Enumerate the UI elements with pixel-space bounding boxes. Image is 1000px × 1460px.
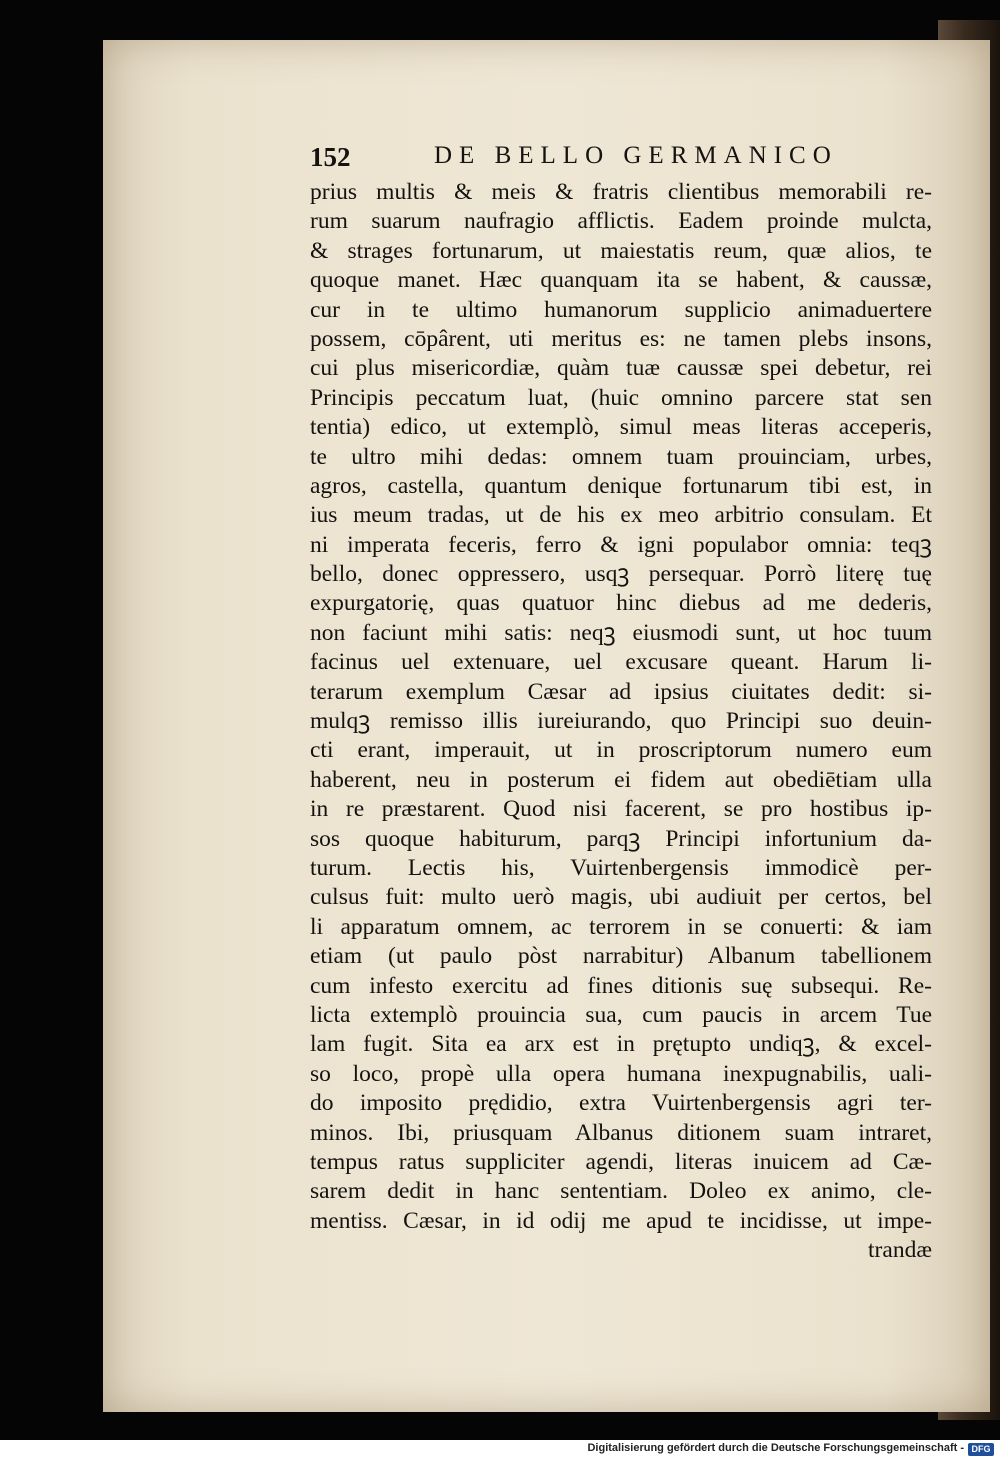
text-line: li apparatum omnem, ac terrorem in se conuerti: & iam xyxy=(310,913,932,940)
text-line: quoque manet. Hæc quanquam ita se habent, & caussæ, xyxy=(310,267,932,294)
text-line: cti erant, imperauit, ut in proscriptorum numero eum xyxy=(310,737,932,764)
text-line: in re præstarent. Quod nisi facerent, se pro hostibus ip- xyxy=(310,796,932,823)
text-line: so loco, propè ulla opera humana inexpugnabilis, uali- xyxy=(310,1060,932,1087)
text-line: mentiss. Cæsar, in id odij me apud te incidisse, ut impe- xyxy=(310,1207,932,1234)
text-line: ius meum tradas, ut de his ex meo arbitrio consulam. Et xyxy=(310,502,932,529)
text-line: terarum exemplum Cæsar ad ipsius ciuitates dedit: si- xyxy=(310,678,932,705)
text-line: mulqꝫ remisso illis iureiurando, quo Principi suo deuin- xyxy=(310,708,932,735)
text-line: sos quoque habiturum, parqꝫ Principi infortunium da- xyxy=(310,825,932,852)
text-line: cur in te ultimo humanorum supplicio animaduertere xyxy=(310,296,932,323)
text-line: te ultro mihi dedas: omnem tuam prouinciam, urbes, xyxy=(310,443,932,470)
text-line: lam fugit. Sita ea arx est in prętupto undiqꝫ, & excel- xyxy=(310,1031,932,1058)
text-line: do imposito prędidio, extra Vuirtenbergensis agri ter- xyxy=(310,1090,932,1117)
text-line: tempus ratus suppliciter agendi, literas inuicem ad Cæ- xyxy=(310,1148,932,1175)
text-line: haberent, neu in posterum ei fidem aut obediētiam ulla xyxy=(310,766,932,793)
text-line: rum suarum naufragio afflictis. Eadem proinde mulcta, xyxy=(310,208,932,235)
text-line: trandæ xyxy=(868,1237,932,1264)
footer-credit: Digitalisierung gefördert durch die Deutsche Forschungsgemeinschaft - xyxy=(587,1442,964,1454)
text-line: tentia) edico, ut extemplò, simul meas literas acceperis, xyxy=(310,414,932,441)
text-line: cum infesto exercitu ad fines ditionis suę subsequi. Re- xyxy=(310,972,932,999)
text-line: sarem dedit in hanc sententiam. Doleo ex animo, cle- xyxy=(310,1178,932,1205)
text-line: etiam (ut paulo pòst narrabitur) Albanum tabellionem xyxy=(310,943,932,970)
text-line: Principis peccatum luat, (huic omnino parcere stat sen xyxy=(310,384,932,411)
text-line: bello, donec oppressero, usqꝫ persequar. Porrò literę tuę xyxy=(310,561,932,588)
text-line: licta extemplò prouincia sua, cum paucis in arcem Tue xyxy=(310,1001,932,1028)
text-line: agros, castella, quantum denique fortunarum tibi est, in xyxy=(310,472,932,499)
dfg-logo: DFG xyxy=(968,1443,994,1456)
text-line: possem, cōpârent, uti meritus es: ne tamen plebs insons, xyxy=(310,325,932,352)
text-line: minos. Ibi, priusquam Albanus ditionem suam intraret, xyxy=(310,1119,932,1146)
page-number: 152 xyxy=(310,142,351,172)
running-title: DE BELLO GERMANICO xyxy=(434,142,838,169)
body-text xyxy=(310,178,932,1265)
text-line: turum. Lectis his, Vuirtenbergensis immodicè per- xyxy=(310,854,932,881)
text-line: prius multis & meis & fratris clientibus memorabili re- xyxy=(310,179,932,205)
text-line: expurgatorię, quas quatuor hinc diebus ad me dederis, xyxy=(310,590,932,617)
text-line: cui plus misericordiæ, quàm tuæ caussæ spei debetur, rei xyxy=(310,355,932,382)
footer-bar xyxy=(0,1440,1000,1460)
text-line: & strages fortunarum, ut maiestatis reum, quæ alios, te xyxy=(310,237,932,264)
text-line: culsus fuit: multo uerò magis, ubi audiuit per certos, bel xyxy=(310,884,932,911)
running-head xyxy=(310,142,870,178)
text-line: facinus uel extenuare, uel excusare queant. Harum li- xyxy=(310,649,932,676)
text-line: ni imperata feceris, ferro & igni populabor omnia: teqꝫ xyxy=(310,531,932,558)
text-line: non faciunt mihi satis: neqꝫ eiusmodi sunt, ut hoc tuum xyxy=(310,619,932,646)
